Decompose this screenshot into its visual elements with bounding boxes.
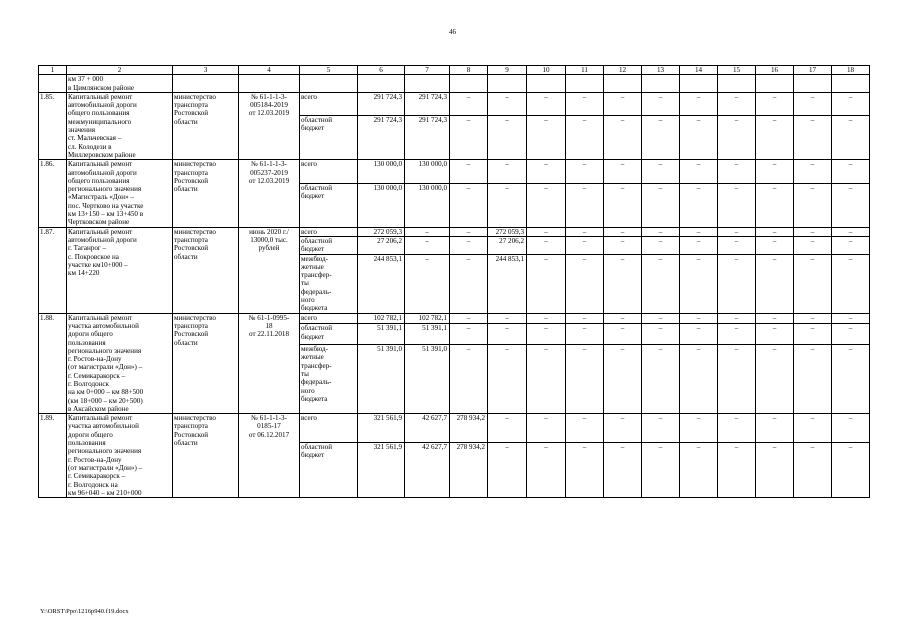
amount-cell: – (450, 254, 488, 313)
amount-cell: – (756, 345, 794, 414)
amount-cell: – (794, 116, 832, 160)
amount-cell: – (794, 183, 832, 227)
item-name: Капитальный ремонт автомобильной дороги общего пользования межмуниципального значения ст. Мальчевская – сл. Колодези в Миллеровском районе (67, 92, 173, 159)
amount-cell: – (832, 183, 870, 227)
amount-cell: – (604, 116, 642, 160)
amount-cell: – (604, 160, 642, 183)
amount-cell: – (527, 443, 566, 498)
amount-cell: – (566, 160, 604, 183)
amount-cell: 272 059,3 (488, 227, 527, 236)
amount-cell: – (642, 443, 680, 498)
amount-cell: – (450, 236, 488, 254)
empty-cell (450, 75, 488, 93)
funding-source: межбюд- жетные трансфер- ты федераль- ного бюджета (300, 345, 358, 414)
amount-cell: – (832, 324, 870, 345)
amount-cell: – (527, 92, 566, 115)
item-name: Капитальный ремонт участка автомобильной дороги общего пользования регионального значения г. Ростов-на-Дону (от магистрали «Дон») – г. Семикаракорск – г. Волгодонск на км 0+000 – км 88+500 (км 18+000 – км 20+500) в Аксайском районе (67, 313, 173, 414)
amount-cell: – (756, 92, 794, 115)
amount-cell: – (756, 160, 794, 183)
amount-cell: – (832, 313, 870, 324)
amount-cell: 102 782,1 (358, 313, 405, 324)
amount-cell: – (450, 116, 488, 160)
amount-cell: 244 853,1 (358, 254, 405, 313)
amount-cell: – (756, 236, 794, 254)
amount-cell: – (718, 414, 756, 443)
amount-cell: 130 000,0 (358, 160, 405, 183)
column-number: 8 (450, 66, 488, 75)
amount-cell: 278 934,2 (450, 443, 488, 498)
amount-cell: – (604, 227, 642, 236)
amount-cell: 130 000,0 (405, 183, 450, 227)
amount-cell: – (756, 443, 794, 498)
amount-cell: – (604, 345, 642, 414)
empty-cell (680, 75, 718, 93)
amount-cell: – (527, 183, 566, 227)
amount-cell: – (604, 183, 642, 227)
amount-cell: – (718, 160, 756, 183)
amount-cell: – (832, 92, 870, 115)
amount-cell: – (794, 443, 832, 498)
amount-cell: 51 391,1 (405, 324, 450, 345)
column-number: 13 (642, 66, 680, 75)
empty-cell (488, 75, 527, 93)
amount-cell: – (566, 254, 604, 313)
amount-cell: 130 000,0 (358, 183, 405, 227)
empty-cell (173, 75, 239, 93)
amount-cell: – (680, 324, 718, 345)
amount-cell: – (642, 160, 680, 183)
item-number: 1.87. (39, 227, 67, 313)
amount-cell: – (527, 236, 566, 254)
item-executor: министерство транспорта Ростовской области (173, 160, 239, 227)
amount-cell: – (604, 414, 642, 443)
amount-cell: – (832, 414, 870, 443)
amount-cell: – (405, 254, 450, 313)
column-number: 16 (756, 66, 794, 75)
amount-cell: – (604, 324, 642, 345)
empty-cell (832, 75, 870, 93)
column-number: 15 (718, 66, 756, 75)
amount-cell: – (604, 443, 642, 498)
empty-cell (300, 75, 358, 93)
amount-cell: – (680, 227, 718, 236)
column-number: 17 (794, 66, 832, 75)
funding-source: областной бюджет (300, 324, 358, 345)
column-number: 10 (527, 66, 566, 75)
amount-cell: – (488, 92, 527, 115)
amount-cell: – (794, 313, 832, 324)
item-number: 1.86. (39, 160, 67, 227)
amount-cell: – (488, 443, 527, 498)
column-number: 3 (173, 66, 239, 75)
table-row (39, 227, 870, 236)
amount-cell: – (756, 227, 794, 236)
amount-cell: – (756, 313, 794, 324)
amount-cell: – (642, 236, 680, 254)
amount-cell: – (527, 324, 566, 345)
amount-cell: – (794, 227, 832, 236)
table-row (39, 92, 870, 115)
item-executor: министерство транспорта Ростовской области (173, 313, 239, 414)
amount-cell: – (566, 116, 604, 160)
empty-cell (239, 75, 300, 93)
item-number: 1.85. (39, 92, 67, 159)
amount-cell: – (832, 116, 870, 160)
amount-cell: – (718, 92, 756, 115)
amount-cell: – (718, 116, 756, 160)
amount-cell: – (450, 313, 488, 324)
amount-cell: – (642, 345, 680, 414)
amount-cell: – (405, 227, 450, 236)
item-number: 1.88. (39, 313, 67, 414)
column-number: 1 (39, 66, 67, 75)
empty-cell (642, 75, 680, 93)
amount-cell: – (450, 227, 488, 236)
amount-cell: – (450, 160, 488, 183)
amount-cell: 51 391,0 (358, 345, 405, 414)
amount-cell: – (527, 160, 566, 183)
amount-cell: – (527, 116, 566, 160)
amount-cell: – (680, 116, 718, 160)
amount-cell: 244 853,1 (488, 254, 527, 313)
column-number: 18 (832, 66, 870, 75)
funding-source: всего (300, 313, 358, 324)
amount-cell: – (566, 345, 604, 414)
funding-source: областной бюджет (300, 236, 358, 254)
amount-cell: 291 724,3 (405, 92, 450, 115)
amount-cell: – (718, 254, 756, 313)
amount-cell: – (604, 92, 642, 115)
funding-source: межбюд- жетные трансфер- ты федераль- ного бюджета (300, 254, 358, 313)
amount-cell: – (488, 345, 527, 414)
amount-cell: – (642, 116, 680, 160)
amount-cell: – (566, 414, 604, 443)
amount-cell: 321 561,9 (358, 414, 405, 443)
item-name: Капитальный ремонт участка автомобильной дороги общего пользования регионального значения г. Ростов-на-Дону (от магистрали «Дон») – г. Семикаракорск – г. Волгодонск на км 96+040 – км 210+000 (67, 414, 173, 498)
amount-cell: – (680, 160, 718, 183)
amount-cell: – (488, 324, 527, 345)
amount-cell: 27 206,2 (488, 236, 527, 254)
item-number: 1.89. (39, 414, 67, 498)
amount-cell: 51 391,1 (358, 324, 405, 345)
amount-cell: 272 059,3 (358, 227, 405, 236)
funding-source: областной бюджет (300, 116, 358, 160)
amount-cell: 42 627,7 (405, 414, 450, 443)
funding-source: всего (300, 414, 358, 443)
amount-cell: – (488, 160, 527, 183)
funding-source: всего (300, 92, 358, 115)
amount-cell: – (718, 183, 756, 227)
amount-cell: – (680, 313, 718, 324)
amount-cell: – (794, 160, 832, 183)
amount-cell: – (405, 236, 450, 254)
amount-cell: – (488, 414, 527, 443)
amount-cell: – (642, 324, 680, 345)
amount-cell: 321 561,9 (358, 443, 405, 498)
column-number: 6 (358, 66, 405, 75)
amount-cell: – (832, 227, 870, 236)
amount-cell: – (488, 183, 527, 227)
amount-cell: – (566, 313, 604, 324)
item-executor: министерство транспорта Ростовской области (173, 92, 239, 159)
column-number: 9 (488, 66, 527, 75)
amount-cell: 27 206,2 (358, 236, 405, 254)
amount-cell: – (794, 236, 832, 254)
item-executor: министерство транспорта Ростовской области (173, 227, 239, 313)
amount-cell: – (642, 227, 680, 236)
amount-cell: – (718, 227, 756, 236)
continuation-row (39, 75, 870, 93)
amount-cell: 130 000,0 (405, 160, 450, 183)
column-number: 14 (680, 66, 718, 75)
amount-cell: – (642, 92, 680, 115)
amount-cell: – (756, 414, 794, 443)
amount-cell: – (488, 313, 527, 324)
amount-cell: 102 782,1 (405, 313, 450, 324)
amount-cell: – (450, 345, 488, 414)
amount-cell: – (680, 414, 718, 443)
amount-cell: – (642, 313, 680, 324)
amount-cell: – (488, 116, 527, 160)
empty-cell (405, 75, 450, 93)
empty-cell (566, 75, 604, 93)
item-executor: министерство транспорта Ростовской области (173, 414, 239, 498)
amount-cell: – (832, 345, 870, 414)
item-name: Капитальный ремонт автомобильной дороги г. Таганрог – с. Покровское на участке км10+000 – км 14+220 (67, 227, 173, 313)
footer-file-path: Y:\ORST\Ppo\1216p940.f19.docx (40, 608, 129, 615)
amount-cell: – (680, 183, 718, 227)
column-number: 4 (239, 66, 300, 75)
amount-cell: – (566, 443, 604, 498)
column-number: 2 (67, 66, 173, 75)
item-document: № 61-1-1-3- 0185-17 от 06.12.2017 (239, 414, 300, 498)
item-document: июнь 2020 г./ 13000,0 тыс. рублей (239, 227, 300, 313)
empty-cell (794, 75, 832, 93)
column-number: 12 (604, 66, 642, 75)
funding-source: всего (300, 227, 358, 236)
amount-cell: – (756, 324, 794, 345)
amount-cell: – (450, 183, 488, 227)
amount-cell: – (680, 345, 718, 414)
empty-cell (358, 75, 405, 93)
table-row (39, 313, 870, 324)
amount-cell: – (832, 236, 870, 254)
amount-cell: – (794, 345, 832, 414)
item-document: № 61-1-1-3- 005237-2019 от 12.03.2019 (239, 160, 300, 227)
amount-cell: – (718, 324, 756, 345)
item-document: № 61-1-0995- 18 от 22.11.2018 (239, 313, 300, 414)
empty-cell (527, 75, 566, 93)
amount-cell: – (604, 254, 642, 313)
amount-cell: – (718, 443, 756, 498)
amount-cell: – (794, 324, 832, 345)
column-number-row (39, 66, 870, 75)
item-document: № 61-1-1-3- 005184-2019 от 12.03.2019 (239, 92, 300, 159)
amount-cell: – (604, 313, 642, 324)
amount-cell: – (642, 254, 680, 313)
amount-cell: – (718, 236, 756, 254)
amount-cell: – (832, 160, 870, 183)
empty-cell (604, 75, 642, 93)
program-table (38, 65, 870, 498)
amount-cell: 291 724,3 (405, 116, 450, 160)
amount-cell: – (566, 183, 604, 227)
amount-cell: – (794, 254, 832, 313)
column-number: 7 (405, 66, 450, 75)
amount-cell: – (527, 345, 566, 414)
amount-cell: – (450, 92, 488, 115)
amount-cell: – (566, 324, 604, 345)
column-number: 11 (566, 66, 604, 75)
page-number: 46 (449, 28, 456, 36)
amount-cell: – (527, 254, 566, 313)
amount-cell: – (450, 324, 488, 345)
amount-cell: – (642, 183, 680, 227)
amount-cell: 42 627,7 (405, 443, 450, 498)
amount-cell: – (756, 254, 794, 313)
amount-cell: – (566, 92, 604, 115)
amount-cell: – (756, 116, 794, 160)
empty-cell (718, 75, 756, 93)
amount-cell: 51 391,0 (405, 345, 450, 414)
amount-cell: 291 724,3 (358, 92, 405, 115)
amount-cell: – (566, 227, 604, 236)
amount-cell: – (680, 254, 718, 313)
funding-source: областной бюджет (300, 443, 358, 498)
amount-cell: – (794, 92, 832, 115)
empty-cell (756, 75, 794, 93)
amount-cell: – (527, 414, 566, 443)
amount-cell: – (718, 345, 756, 414)
continuation-text: км 37 + 000 в Цимлянском районе (67, 75, 173, 93)
funding-source: областной бюджет (300, 183, 358, 227)
table-row (39, 414, 870, 443)
amount-cell: – (527, 227, 566, 236)
amount-cell: – (680, 236, 718, 254)
funding-source: всего (300, 160, 358, 183)
amount-cell: – (832, 254, 870, 313)
amount-cell: – (642, 414, 680, 443)
amount-cell: – (756, 183, 794, 227)
column-number: 5 (300, 66, 358, 75)
amount-cell: – (604, 236, 642, 254)
item-name: Капитальный ремонт автомобильной дороги общего пользования регионального значения «Магистраль «Дон» – пос. Чертково на участке км 13+150 – км 13+450 в Чертковском районе (67, 160, 173, 227)
amount-cell: 291 724,3 (358, 116, 405, 160)
amount-cell: – (566, 236, 604, 254)
amount-cell: – (680, 92, 718, 115)
amount-cell: – (718, 313, 756, 324)
amount-cell: 278 934,2 (450, 414, 488, 443)
table-row (39, 160, 870, 183)
amount-cell: – (832, 443, 870, 498)
amount-cell: – (527, 313, 566, 324)
amount-cell: – (680, 443, 718, 498)
amount-cell: – (794, 414, 832, 443)
empty-cell (39, 75, 67, 93)
